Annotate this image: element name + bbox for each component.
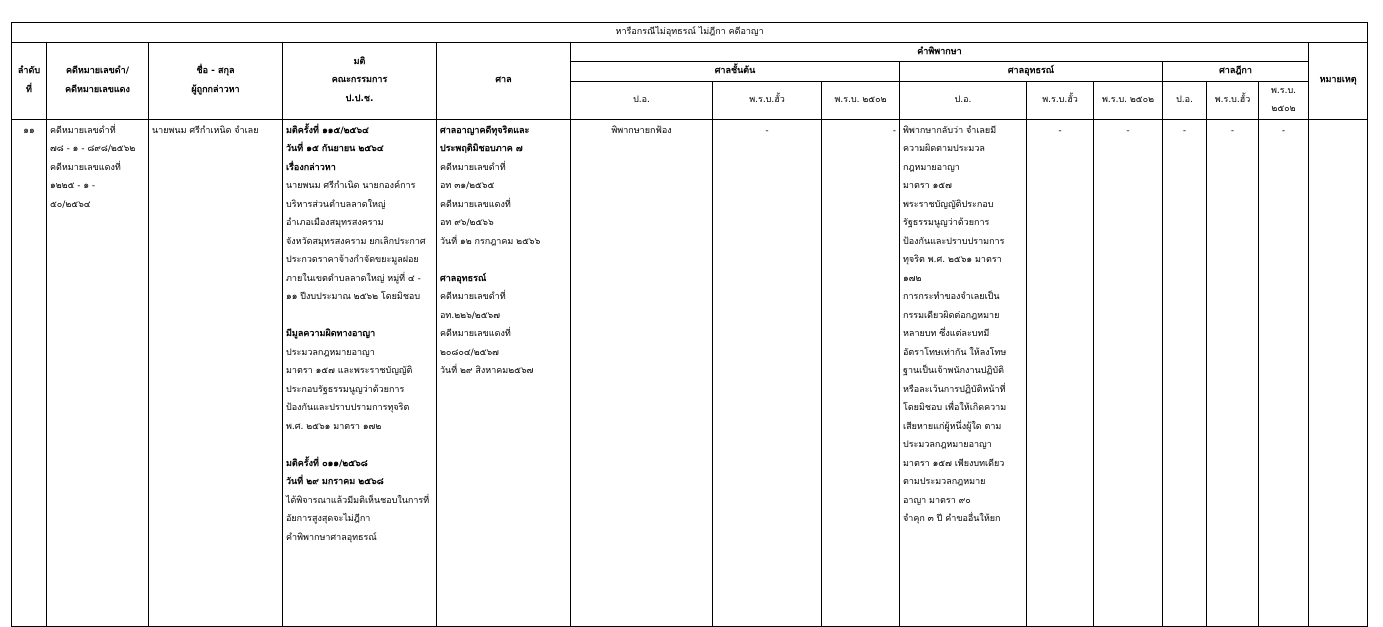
header-court: ศาล <box>437 42 571 119</box>
header-appeal-pbr-organic: พ.ร.บ.ฮั้ว <box>1027 81 1094 119</box>
cell-first-pbr-organic: - <box>713 119 822 626</box>
cell-remark <box>1309 119 1368 626</box>
table-title: หารือกรณีไม่อุทธรณ์ ไม่ฎีกา คดีอาญา <box>12 23 1368 43</box>
header-resolution: มติ คณะกรรมการ ป.ป.ช. <box>283 42 437 119</box>
header-supreme-pbr-2502: พ.ร.บ. ๒๕๐๒ <box>1259 81 1309 119</box>
cell-no: ๑๑ <box>12 119 47 626</box>
header-first-pbr-2502: พ.ร.บ. ๒๕๐๒ <box>822 81 900 119</box>
cell-appeal-pbr-organic: - <box>1027 119 1094 626</box>
cell-supreme-po: - <box>1163 119 1207 626</box>
cell-court: ศาลอาญาคดีทุจริตและ ประพฤติมิชอบภาค ๗ คดีหมายเลขดำที่ อท ๓๑/๒๕๖๕ คดีหมายเลขแดงที่ อท ๙๖/๒๕๖๖ วันที่ ๑๒ กรกฎาคม ๒๕๖๖ ศาลอุทธรณ์ คดีหมายเลขดำที่ อท.๒๒๖/๒๕๖๗ คดีหมายเลขแดงที่ ๒๐๘๐๔/๒๕๖๗ วันที่ ๒๙ สิงหาคม๒๕๖๗ <box>437 119 571 626</box>
cell-name: นายพนม ศรีกำเหนิด จำเลย <box>149 119 283 626</box>
header-appeal-po: ป.อ. <box>900 81 1027 119</box>
header-appeal-pbr-2502: พ.ร.บ. ๒๕๐๒ <box>1094 81 1163 119</box>
header-appeal-court: ศาลอุทธรณ์ <box>900 62 1163 82</box>
cell-first-pbr-2502: - <box>822 119 900 626</box>
header-judgment: คำพิพากษา <box>571 42 1309 62</box>
header-supreme-pbr-organic: พ.ร.บ.ฮั้ว <box>1207 81 1259 119</box>
header-no: ลำดับ ที่ <box>12 42 47 119</box>
cell-case-no: คดีหมายเลขดำที่ ๗๘ - ๑ - ๘๙๘/๒๕๖๒ คดีหมายเลขแดงที่ ๑๒๒๕ - ๑ - ๕๐/๒๕๖๔ <box>47 119 149 626</box>
cell-appeal-pbr-2502: - <box>1094 119 1163 626</box>
header-remark: หมายเหตุ <box>1309 42 1368 119</box>
cell-supreme-pbr-organic: - <box>1207 119 1259 626</box>
header-case-no: คดีหมายเลขดำ/ คดีหมายเลขแดง <box>47 42 149 119</box>
cell-first-po: พิพากษายกฟ้อง <box>571 119 713 626</box>
header-first-po: ป.อ. <box>571 81 713 119</box>
header-supreme-court: ศาลฎีกา <box>1163 62 1309 82</box>
cell-resolution: มติครั้งที่ ๑๑๕/๒๕๖๔ วันที่ ๑๕ กันยายน ๒๕๖๔ เรื่องกล่าวหา นายพนม ศรีกำเนิด นายกองค์การ บริหารส่วนตำบลลาดใหญ่ อำเภอเมืองสมุทรสงคราม จังหวัดสมุทรสงคราม ยกเลิกประกาศ ประกวดราคาจ้างกำจัดขยะมูลฝอย ภายในเขตตำบลลาดใหญ่ หมู่ที่ ๔ - ๑๑ ปีงบประมาณ ๒๕๖๒ โดยมิชอบ มีมูลความผิดทางอาญา ประมวลกฎหมายอาญา มาตรา ๑๕๗ และพระราชบัญญัติ ประกอบรัฐธรรมนูญว่าด้วยการ ป้องกันและปราบปรามการทุจริต พ.ศ. ๒๕๖๑ มาตรา ๑๗๒ มติครั้งที่ ๐๑๑/๒๕๖๘ วันที่ ๒๙ มกราคม ๒๕๖๘ ได้พิจารณาแล้วมีมติเห็นชอบในการที่ อัยการสูงสุดจะไม่ฎีกา คำพิพากษาศาลอุทธรณ์ <box>283 119 437 626</box>
header-supreme-po: ป.อ. <box>1163 81 1207 119</box>
judgment-table <box>11 22 1368 627</box>
header-first-court: ศาลชั้นต้น <box>571 62 900 82</box>
cell-supreme-pbr-2502: - <box>1259 119 1309 626</box>
cell-appeal-po: พิพากษากลับว่า จำเลยมี ความผิดตามประมวล กฎหมายอาญา มาตรา ๑๕๗ พระราชบัญญัติประกอบ รัฐธรรมนูญว่าด้วยการ ป้องกันและปราบปรามการ ทุจริต พ.ศ. ๒๕๖๑ มาตรา ๑๗๒ การกระทำของจำเลยเป็น กรรมเดียวผิดต่อกฎหมาย หลายบท ซึ่งแต่ละบทมี อัตราโทษเท่ากัน ให้ลงโทษ ฐานเป็นเจ้าพนักงานปฏิบัติ หรือละเว้นการปฏิบัติหน้าที่ โดยมิชอบ เพื่อให้เกิดความ เสียหายแก่ผู้หนึ่งผู้ใด ตาม ประมวลกฎหมายอาญา มาตรา ๑๕๗ เพียงบทเดียว ตามประมวลกฎหมาย อาญา มาตรา ๙๐ จำคุก ๓ ปี คำขออื่นให้ยก <box>900 119 1027 626</box>
header-first-pbr-organic: พ.ร.บ.ฮั้ว <box>713 81 822 119</box>
header-name: ชื่อ - สกุล ผู้ถูกกล่าวหา <box>149 42 283 119</box>
